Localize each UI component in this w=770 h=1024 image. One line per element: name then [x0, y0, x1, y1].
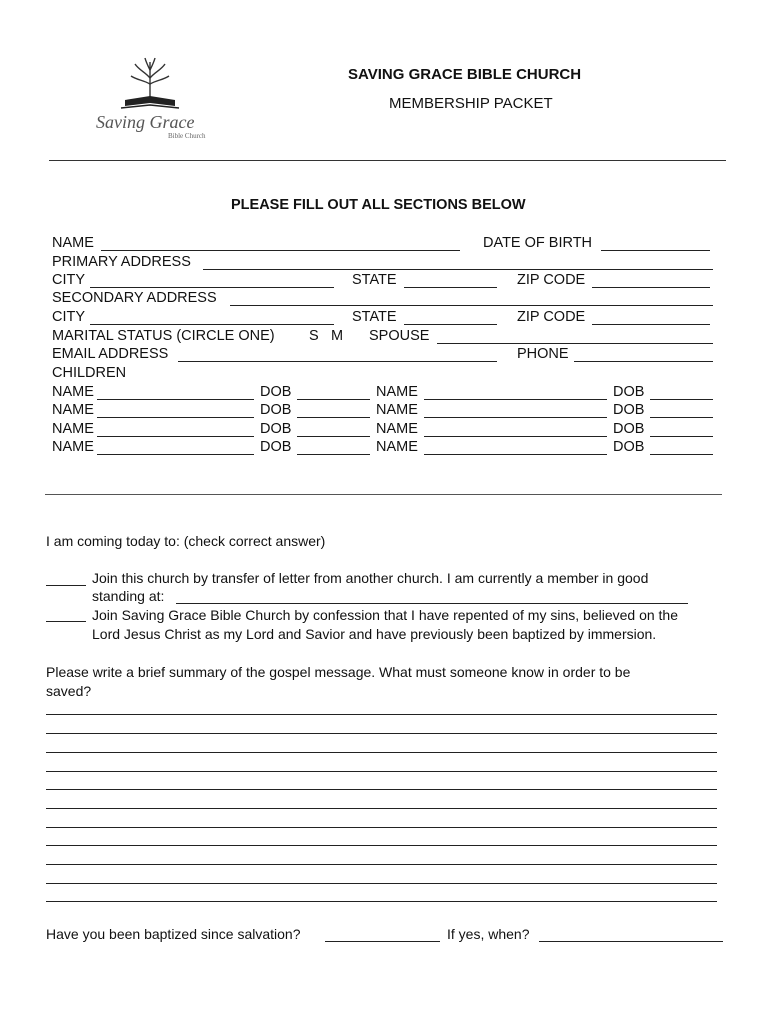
- child-name-field[interactable]: [424, 417, 607, 418]
- baptism-when-field[interactable]: [539, 941, 723, 942]
- child-name-field[interactable]: [424, 454, 607, 455]
- child-dob-field[interactable]: [297, 454, 370, 455]
- name-label: NAME: [52, 235, 94, 251]
- header-divider: [49, 160, 726, 161]
- answer-line[interactable]: [46, 827, 717, 828]
- baptism-answer-field[interactable]: [325, 941, 440, 942]
- child-name-label: NAME: [52, 402, 94, 418]
- child-name-label: NAME: [52, 439, 94, 455]
- child-dob-label: DOB: [260, 439, 292, 455]
- section-divider: [45, 494, 722, 495]
- child-dob-field[interactable]: [650, 399, 713, 400]
- standing-at-label: standing at:: [92, 588, 165, 604]
- standing-at-field[interactable]: [176, 603, 688, 604]
- primary-address-field[interactable]: [203, 269, 713, 270]
- child-name-field[interactable]: [424, 399, 607, 400]
- phone-field[interactable]: [574, 361, 713, 362]
- city-label-2: CITY: [52, 309, 86, 325]
- confession-option-text-cont: Lord Jesus Christ as my Lord and Savior and have previously been baptized by immersion.: [92, 626, 657, 642]
- child-dob-label: DOB: [613, 439, 645, 455]
- marital-single-option[interactable]: S: [309, 328, 319, 344]
- answer-line[interactable]: [46, 789, 717, 790]
- answer-line[interactable]: [46, 883, 717, 884]
- confession-option-text: Join Saving Grace Bible Church by confession that I have repented of my sins, believed on the: [92, 607, 679, 623]
- child-dob-field[interactable]: [650, 417, 713, 418]
- church-title: SAVING GRACE BIBLE CHURCH: [348, 66, 582, 83]
- answer-line[interactable]: [46, 845, 717, 846]
- answer-line[interactable]: [46, 733, 717, 734]
- child-dob-label: DOB: [260, 421, 292, 437]
- child-name-label: NAME: [376, 421, 418, 437]
- zip-field[interactable]: [592, 287, 710, 288]
- state-field-2[interactable]: [404, 324, 497, 325]
- gospel-question-cont: saved?: [46, 683, 92, 699]
- answer-line[interactable]: [46, 752, 717, 753]
- zip-label-2: ZIP CODE: [517, 309, 586, 325]
- state-field[interactable]: [404, 287, 497, 288]
- state-label: STATE: [352, 272, 397, 288]
- child-name-label: NAME: [52, 421, 94, 437]
- tree-book-icon: [115, 56, 185, 112]
- answer-line[interactable]: [46, 771, 717, 772]
- secondary-address-field[interactable]: [230, 305, 713, 306]
- child-dob-label: DOB: [613, 421, 645, 437]
- child-dob-field[interactable]: [650, 436, 713, 437]
- spouse-field[interactable]: [437, 343, 713, 344]
- child-dob-field[interactable]: [297, 436, 370, 437]
- baptism-when-label: If yes, when?: [447, 926, 530, 942]
- packet-subtitle: MEMBERSHIP PACKET: [389, 95, 553, 112]
- child-name-field[interactable]: [97, 417, 254, 418]
- child-dob-label: DOB: [613, 384, 645, 400]
- logo-name: Saving Grace: [96, 112, 195, 132]
- child-dob-field[interactable]: [650, 454, 713, 455]
- child-name-label: NAME: [376, 384, 418, 400]
- child-name-label: NAME: [52, 384, 94, 400]
- secondary-address-label: SECONDARY ADDRESS: [52, 290, 217, 306]
- phone-label: PHONE: [517, 346, 569, 362]
- city-field-2[interactable]: [90, 324, 334, 325]
- zip-label: ZIP CODE: [517, 272, 586, 288]
- instructions-heading: PLEASE FILL OUT ALL SECTIONS BELOW: [231, 197, 526, 213]
- zip-field-2[interactable]: [592, 324, 710, 325]
- gospel-question: Please write a brief summary of the gospel message. What must someone know in order to be: [46, 664, 631, 680]
- child-name-field[interactable]: [424, 436, 607, 437]
- children-label: CHILDREN: [52, 365, 127, 381]
- transfer-checkbox-line[interactable]: [46, 585, 86, 586]
- child-name-field[interactable]: [97, 436, 254, 437]
- transfer-option-text: Join this church by transfer of letter from another church. I am currently a member in good: [92, 570, 649, 586]
- logo-tagline: Bible Church: [168, 132, 206, 140]
- answer-line[interactable]: [46, 901, 717, 902]
- child-name-field[interactable]: [97, 454, 254, 455]
- child-dob-field[interactable]: [297, 417, 370, 418]
- answer-line[interactable]: [46, 864, 717, 865]
- child-name-field[interactable]: [97, 399, 254, 400]
- answer-line[interactable]: [46, 714, 717, 715]
- child-dob-label: DOB: [260, 384, 292, 400]
- church-logo: [88, 56, 218, 146]
- primary-address-label: PRIMARY ADDRESS: [52, 254, 191, 270]
- name-field[interactable]: [101, 250, 460, 251]
- city-field[interactable]: [90, 287, 334, 288]
- spouse-label: SPOUSE: [369, 328, 430, 344]
- email-label: EMAIL ADDRESS: [52, 346, 169, 362]
- dob-field[interactable]: [601, 250, 710, 251]
- child-dob-label: DOB: [260, 402, 292, 418]
- dob-label: DATE OF BIRTH: [483, 235, 593, 251]
- child-name-label: NAME: [376, 402, 418, 418]
- marital-status-label: MARITAL STATUS (CIRCLE ONE): [52, 328, 275, 344]
- coming-prompt: I am coming today to: (check correct answer): [46, 533, 326, 549]
- baptism-question: Have you been baptized since salvation?: [46, 926, 301, 942]
- child-dob-label: DOB: [613, 402, 645, 418]
- marital-married-option[interactable]: M: [331, 328, 344, 344]
- city-label: CITY: [52, 272, 86, 288]
- answer-line[interactable]: [46, 808, 717, 809]
- state-label-2: STATE: [352, 309, 397, 325]
- email-field[interactable]: [178, 361, 497, 362]
- confession-checkbox-line[interactable]: [46, 621, 86, 622]
- child-name-label: NAME: [376, 439, 418, 455]
- child-dob-field[interactable]: [297, 399, 370, 400]
